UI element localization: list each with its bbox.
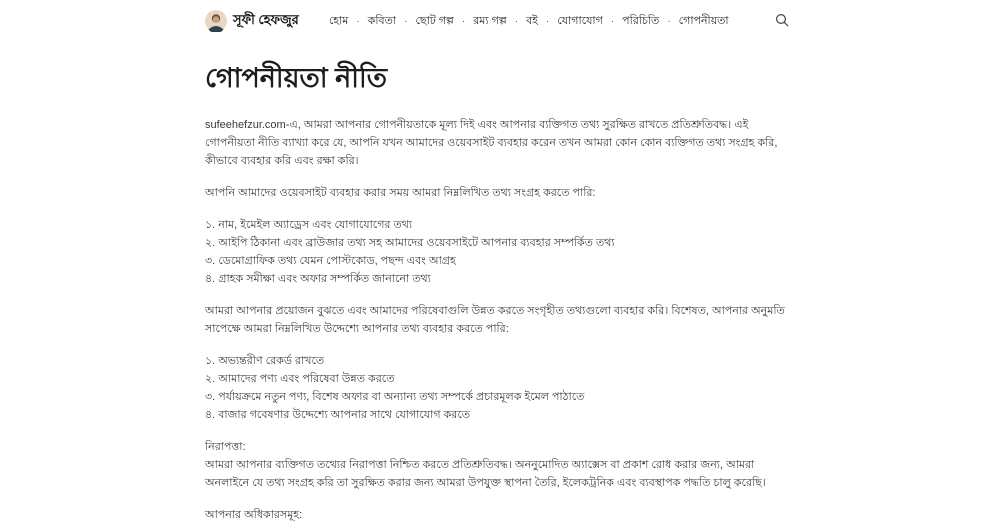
usage-intro-paragraph: আমরা আপনার প্রয়োজন বুঝতে এবং আমাদের পরিষেবাগুলি উন্নত করতে সংগৃহীত তথ্যগুলো ব্যবহার করি। বিশেষত, আপনার অনুমতি সাপেক্ষে আমরা নিম্নলিখিত উদ্দেশ্যে আপনার তথ্য ব্যবহার করতে পারি: [205,305,785,336]
search-button[interactable] [773,11,791,32]
nav-separator: · [356,15,360,27]
nav-separator: · [667,15,671,27]
nav-item-books[interactable]: বই [526,14,538,27]
site-title: সূফী হেফজুর [233,11,299,27]
usage-purpose-list [205,352,791,424]
rights-heading: আপনার অধিকারসমূহ: [205,509,303,522]
nav-item-humor-stories[interactable]: রম্য গল্প [473,14,507,27]
nav-item-privacy[interactable]: গোপনীয়তা [678,14,729,27]
main-nav [329,12,773,31]
nav-separator: · [545,15,550,27]
collected-info-item: ৩. ডেমোগ্রাফিক তথ্য যেমন পোস্টকোড, পছন্দ এবং আগ্রহ [205,255,456,268]
collected-info-item: ১. নাম, ইমেইল অ্যাড্রেস এবং যোগাযোগের তথ্য [205,219,413,232]
usage-purpose-item: ২. আমাদের পণ্য এবং পরিষেবা উন্নত করতে [205,373,395,386]
nav-separator: · [404,15,408,27]
nav-item-home[interactable]: হোম [328,14,349,27]
collected-info-item: ২. আইপি ঠিকানা এবং ব্রাউজার তথ্য সহ আমাদের ওয়েবসাইটে আপনার ব্যবহার সম্পর্কিত তথ্য [205,237,615,250]
header-inner [205,10,791,32]
intro-paragraph: sufeehefzur.com-এ, আমরা আপনার গোপনীয়তাকে মূল্য দিই এবং আপনার ব্যক্তিগত তথ্য সুরক্ষিত রাখতে প্রতিশ্রুতিবদ্ধ। এই গোপনীয়তা নীতি ব্যাখ্যা করে যে, আপনি যখন আমাদের ওয়েবসাইট ব্যবহার করেন তখন আমরা কোন কোন ব্যক্তিগত তথ্য সংগ্রহ করি, কীভাবে ব্যবহার করি এবং রক্ষা করি। [205,119,778,168]
usage-purpose-item: ১. অভ্যন্তরীণ রেকর্ড রাখতে [205,355,325,368]
nav-item-poems[interactable]: কবিতা [367,14,397,27]
nav-separator: · [461,15,466,27]
nav-item-contact[interactable]: যোগাযোগ [557,14,603,27]
collect-intro-paragraph: আপনি আমাদের ওয়েবসাইট ব্যবহার করার সময় আমরা নিম্নলিখিত তথ্য সংগ্রহ করতে পারি: [205,187,596,200]
nav-item-short-stories[interactable]: ছোট গল্প [415,14,454,27]
nav-separator: · [514,15,519,27]
collected-info-list [205,216,791,288]
nav-item-about[interactable]: পরিচিতি [622,14,660,27]
usage-purpose-item: ৪. বাজার গবেষণার উদ্দেশ্যে আপনার সাথে যোগাযোগ করতে [205,409,471,422]
security-heading: নিরাপত্তা: [205,441,246,454]
site-header [0,0,996,42]
collected-info-item: ৪. গ্রাহক সমীক্ষা এবং অফার সম্পর্কিত জানানো তথ্য [205,273,431,286]
author-avatar-icon [205,10,227,32]
search-icon [775,13,789,30]
page-title: গোপনীয়তা নীতি [205,63,387,93]
nav-separator: · [610,15,615,27]
content-area [205,42,791,524]
site-logo[interactable] [205,10,299,32]
security-paragraph: আমরা আপনার ব্যক্তিগত তথ্যের নিরাপত্তা নিশ্চিত করতে প্রতিশ্রুতিবদ্ধ। অননুমোদিত অ্যাক্সেস বা প্রকাশ রোধ করার জন্য, আমরা অনলাইনে যে তথ্য সংগ্রহ করি তা সুরক্ষিত করার জন্য আমরা উপযুক্ত স্থাপনা তৈরি, ইলেকট্রনিক এবং ব্যবস্থাপক পদ্ধতি চালু করেছি। [205,459,766,490]
usage-purpose-item: ৩. পর্যায়ক্রমে নতুন পণ্য, বিশেষ অফার বা অন্যান্য তথ্য সম্পর্কে প্রচারমূলক ইমেল পাঠাতে [205,391,585,404]
